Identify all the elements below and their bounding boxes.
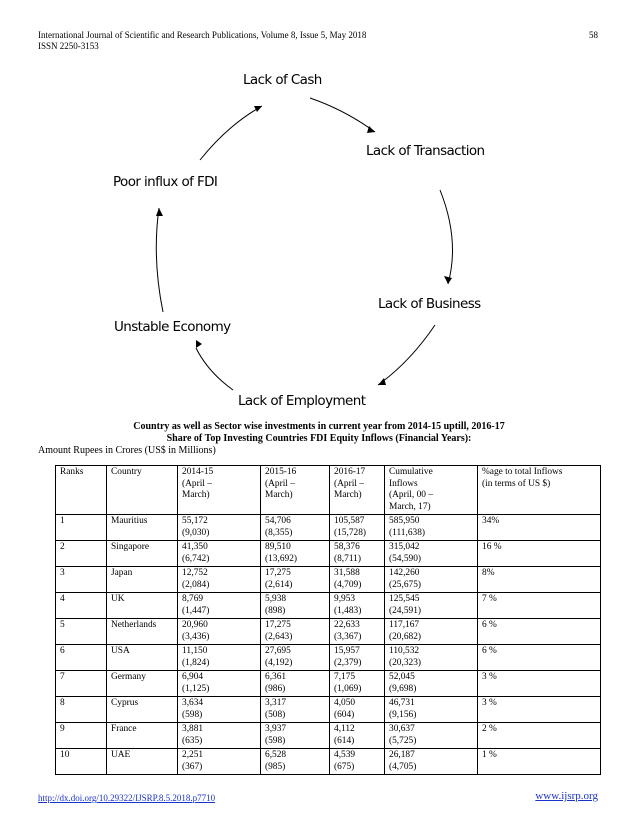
header-country: Country (107, 466, 178, 515)
cell-percentage: 3 % (478, 697, 601, 723)
cell-2016-17: 31,588 (4,709) (330, 567, 385, 593)
cell-rank: 8 (56, 697, 107, 723)
cell-2015-16: 54,706 (8,355) (261, 515, 330, 541)
cell-cumulative: 117,167 (20,682) (385, 619, 478, 645)
cell-2016-17: 4,112 (614) (330, 723, 385, 749)
cell-2016-17: 4,539 (675) (330, 749, 385, 775)
arrowhead (444, 276, 452, 284)
cell-2014-15: 8,769 (1,447) (178, 593, 261, 619)
cell-2015-16: 27,695 (4,192) (261, 645, 330, 671)
header-rank: Ranks (56, 466, 107, 515)
table-row (56, 671, 601, 697)
cell-2015-16: 6,361 (986) (261, 671, 330, 697)
cell-cumulative: 30,637 (5,725) (385, 723, 478, 749)
table-row (56, 749, 601, 775)
cell-2014-15: 41,350 (6,742) (178, 541, 261, 567)
page-number: 58 (589, 30, 598, 40)
node-unstable-economy: Unstable Economy (114, 319, 231, 335)
cell-2016-17: 22,633 (3,367) (330, 619, 385, 645)
arrow-economy-to-fdi (156, 208, 163, 312)
caption-line-1: Country as well as Sector wise investments in current year from 2014-15 uptill, 2016-17 (133, 421, 505, 432)
issn: ISSN 2250-3153 (38, 41, 99, 51)
arrowhead (378, 378, 386, 385)
arrow-employment-to-economy (196, 348, 233, 390)
cell-rank: 10 (56, 749, 107, 775)
cell-2016-17: 7,175 (1,069) (330, 671, 385, 697)
cell-2015-16: 17,275 (2,643) (261, 619, 330, 645)
cell-percentage: 6 % (478, 645, 601, 671)
cell-rank: 1 (56, 515, 107, 541)
cell-2016-17: 15,957 (2,379) (330, 645, 385, 671)
arrow-transaction-to-business (440, 190, 453, 284)
arrowhead (196, 340, 202, 348)
cell-2016-17: 9,953 (1,483) (330, 593, 385, 619)
cell-2016-17: 4,050 (604) (330, 697, 385, 723)
cell-percentage: 16 % (478, 541, 601, 567)
cell-percentage: 7 % (478, 593, 601, 619)
cell-rank: 4 (56, 593, 107, 619)
cell-percentage: 3 % (478, 671, 601, 697)
node-lack-of-cash: Lack of Cash (243, 72, 322, 88)
arrow-cash-to-transaction (310, 98, 375, 132)
node-lack-of-transaction: Lack of Transaction (366, 143, 485, 159)
cell-percentage: 6 % (478, 619, 601, 645)
cell-2015-16: 6,528 (985) (261, 749, 330, 775)
cell-2014-15: 20,960 (3,436) (178, 619, 261, 645)
table-row (56, 541, 601, 567)
cell-cumulative: 142,260 (25,675) (385, 567, 478, 593)
cell-2014-15: 6,904 (1,125) (178, 671, 261, 697)
cell-2014-15: 2,251 (367) (178, 749, 261, 775)
cell-rank: 5 (56, 619, 107, 645)
site-link[interactable]: www.ijsrp.org (535, 790, 598, 802)
table-row (56, 567, 601, 593)
cell-cumulative: 52,045 (9,698) (385, 671, 478, 697)
cell-country: USA (107, 645, 178, 671)
arrow-business-to-employment (378, 325, 435, 385)
cell-2015-16: 89,510 (13,692) (261, 541, 330, 567)
cell-country: Netherlands (107, 619, 178, 645)
cell-percentage: 2 % (478, 723, 601, 749)
cell-2016-17: 58,376 (8,711) (330, 541, 385, 567)
cell-rank: 6 (56, 645, 107, 671)
caption-line-2: Share of Top Investing Countries FDI Equity Inflows (Financial Years): (166, 433, 472, 444)
cell-country: UAE (107, 749, 178, 775)
arrow-fdi-to-cash (200, 106, 262, 160)
cell-cumulative: 585,950 (111,638) (385, 515, 478, 541)
cell-percentage: 8% (478, 567, 601, 593)
cell-country: France (107, 723, 178, 749)
cell-2014-15: 3,634 (598) (178, 697, 261, 723)
cell-rank: 9 (56, 723, 107, 749)
table-row (56, 645, 601, 671)
cell-rank: 3 (56, 567, 107, 593)
cell-country: Japan (107, 567, 178, 593)
cell-cumulative: 46,731 (9,156) (385, 697, 478, 723)
header-percentage: %age to total Inflows (in terms of US $) (478, 466, 601, 515)
arrowhead (156, 208, 163, 216)
header-cumulative: Cumulative Inflows (April, 00 – March, 17) (385, 466, 478, 515)
cell-country: Cyprus (107, 697, 178, 723)
cell-cumulative: 26,187 (4,705) (385, 749, 478, 775)
table-row (56, 593, 601, 619)
header-2015-16: 2015-16 (April – March) (261, 466, 330, 515)
header-2016-17: 2016-17 (April – March) (330, 466, 385, 515)
amount-note: Amount Rupees in Crores (US$ in Millions) (38, 445, 216, 456)
cell-cumulative: 125,545 (24,591) (385, 593, 478, 619)
cell-country: Singapore (107, 541, 178, 567)
cell-2014-15: 55,172 (9,030) (178, 515, 261, 541)
cell-2015-16: 3,317 (508) (261, 697, 330, 723)
cell-2014-15: 12,752 (2,084) (178, 567, 261, 593)
cell-rank: 2 (56, 541, 107, 567)
fdi-table (55, 465, 601, 775)
cell-country: UK (107, 593, 178, 619)
cell-2015-16: 3,937 (598) (261, 723, 330, 749)
table-row (56, 723, 601, 749)
cell-cumulative: 315,042 (54,590) (385, 541, 478, 567)
cell-2016-17: 105,587 (15,728) (330, 515, 385, 541)
cell-2015-16: 17,275 (2,614) (261, 567, 330, 593)
cell-cumulative: 110,532 (20,323) (385, 645, 478, 671)
header-2014-15: 2014-15 (April – March) (178, 466, 261, 515)
table-row (56, 619, 601, 645)
cell-percentage: 1 % (478, 749, 601, 775)
cell-2015-16: 5,938 (898) (261, 593, 330, 619)
cell-2014-15: 3,881 (635) (178, 723, 261, 749)
journal-title: International Journal of Scientific and Research Publications, Volume 8, Issue 5, May 2018 (38, 30, 367, 40)
arrowhead (254, 106, 262, 112)
table-row (56, 697, 601, 723)
doi-link[interactable]: http://dx.doi.org/10.29322/IJSRP.8.5.2018.p7710 (38, 793, 216, 803)
cell-percentage: 34% (478, 515, 601, 541)
table-header-row (56, 466, 601, 515)
cell-rank: 7 (56, 671, 107, 697)
cell-country: Germany (107, 671, 178, 697)
node-lack-of-employment: Lack of Employment (238, 393, 366, 409)
node-lack-of-business: Lack of Business (378, 296, 481, 312)
cell-country: Mauritius (107, 515, 178, 541)
table-row (56, 515, 601, 541)
node-poor-influx-fdi: Poor influx of FDI (113, 174, 218, 190)
cell-2014-15: 11,150 (1,824) (178, 645, 261, 671)
